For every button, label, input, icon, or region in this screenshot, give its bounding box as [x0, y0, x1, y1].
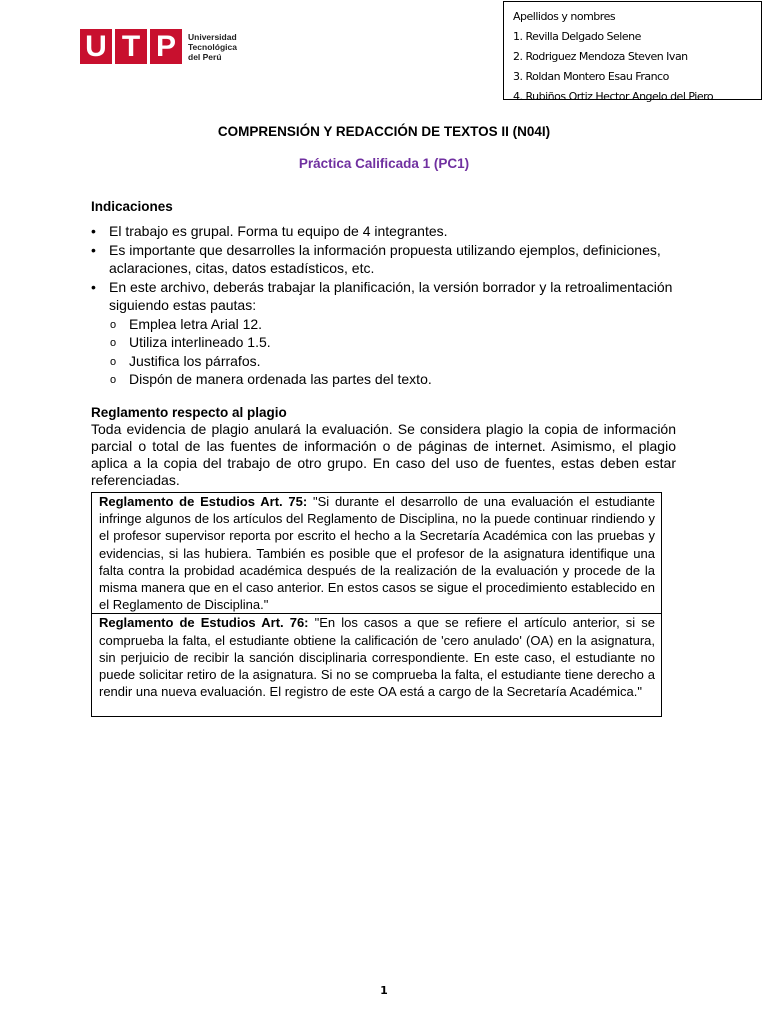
subitem-text: Dispón de manera ordenada las partes del texto.	[129, 371, 432, 387]
regulation-label: Reglamento de Estudios Art. 76:	[99, 615, 309, 631]
logo-letter-t: T	[115, 29, 147, 64]
document-title: COMPRENSIÓN Y REDACCIÓN DE TEXTOS II (N04I)	[217, 124, 551, 139]
sub-bullet-symbol: o	[110, 337, 117, 349]
instruction-text: Es importante que desarrolles la información propuesta utilizando ejemplos, definiciones, aclaraciones, citas, datos estadísticos, etc.	[109, 241, 661, 276]
instruction-item	[91, 241, 691, 278]
instruction-subitem	[91, 315, 691, 334]
subitem-text: Justifica los párrafos.	[129, 352, 261, 369]
bullet-symbol: •	[91, 278, 96, 295]
sub-bullet-symbol: o	[110, 355, 117, 368]
regulation-article-75	[92, 493, 661, 613]
regulation-text: "En los casos a que se refiere el artículo anterior, si se comprueba la falta, el estudiante obtiene la calificación de 'cero anulado' (OA) en la asignatura, sin perjuicio de recibir la sanción disciplinaria correspondiente. En este caso, el estudiante no puede solicitar retiro de la asignatura. Si no se comprueba la falta, el estudiante tiene derecho a rendir una nueva evaluación. El registro de este OA está a cargo de la Secretaría Académica."	[99, 615, 655, 700]
utp-logo	[80, 29, 237, 64]
authors-heading: Apellidos y nombres	[513, 10, 616, 23]
sub-bullet-symbol: o	[110, 318, 117, 331]
author-item: 4. Rubiños Ortiz Hector Angelo del Piero	[513, 90, 714, 103]
instruction-subitem	[91, 352, 691, 371]
author-item: 3. Roldan Montero Esau Franco	[513, 70, 669, 83]
instruction-item	[91, 278, 691, 315]
authors-box	[503, 1, 762, 103]
logo-line-1: Universidad	[188, 31, 237, 42]
instruction-item	[91, 222, 691, 241]
subitem-text: Emplea letra Arial 12.	[129, 315, 263, 332]
instruction-text: El trabajo es grupal. Forma tu equipo de 4 integrantes.	[109, 223, 448, 239]
regulations-box	[91, 492, 662, 717]
logo-letter-p: P	[150, 29, 182, 64]
sub-bullet-symbol: o	[110, 374, 117, 386]
subitem-text: Utiliza interlineado 1.5.	[129, 334, 271, 350]
page-number: 1	[380, 984, 388, 997]
author-item: 2. Rodriguez Mendoza Steven Ivan	[513, 50, 688, 63]
instruction-subitem	[91, 370, 691, 389]
regulation-article-76	[92, 613, 661, 700]
author-item: 1. Revilla Delgado Selene	[513, 30, 641, 43]
bullet-symbol: •	[91, 223, 96, 239]
utp-logo-mark	[80, 29, 185, 64]
logo-line-3: del Perú	[188, 51, 222, 62]
instruction-subitem	[91, 333, 691, 352]
document-subtitle: Práctica Calificada 1 (PC1)	[298, 156, 470, 171]
instructions-heading: Indicaciones	[91, 199, 173, 214]
plagiarism-heading: Reglamento respecto al plagio	[91, 405, 287, 420]
plagiarism-paragraph: Toda evidencia de plagio anulará la evaluación. Se considera plagio la copia de información parcial o total de las fuentes de información o de páginas de internet. Asimismo, el plagio aplica a la copia del trabajo de otro grupo. En caso del uso de fuentes, estas deben estar referenciadas.	[91, 421, 676, 488]
logo-letter-u: U	[80, 29, 112, 64]
regulation-text: "Si durante el desarrollo de una evaluación el estudiante infringe algunos de los artículos del Reglamento de Disciplina, no la puede continuar rindiendo y el profesor supervisor reporta por escrito el hecho a la Secretaría Académica con las pruebas y evidencias, si las hubiera. También es posible que el profesor de la asignatura identifique una falta contra la probidad académica después de la realización de la evaluación y procede de la misma manera que en el caso anterior. En estos casos se sigue el procedimiento establecido en el Reglamento de Disciplina."	[99, 494, 656, 613]
instruction-text: En este archivo, deberás trabajar la planificación, la versión borrador y la retroalimentación siguiendo estas pautas:	[109, 278, 673, 313]
regulation-label: Reglamento de Estudios Art. 75:	[99, 494, 308, 509]
logo-wordmark	[188, 32, 237, 62]
bullet-symbol: •	[91, 241, 96, 258]
logo-line-2: Tecnológica	[188, 41, 237, 52]
instructions-list	[91, 222, 691, 389]
